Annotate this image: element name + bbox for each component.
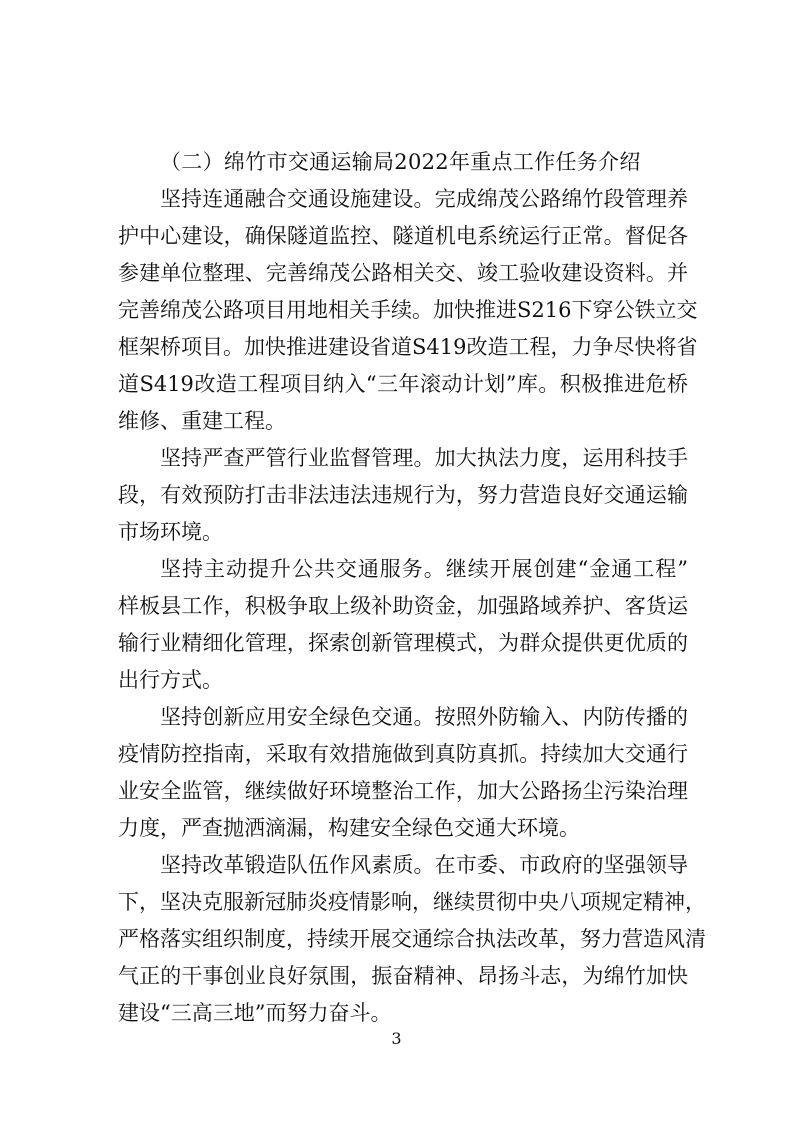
paragraph-line: 维修、重建工程。 [118,409,286,433]
page-number: 3 [391,1029,402,1048]
paragraph-reform-team [118,847,706,1032]
paragraph-line: 完善绵茂公路项目用地相关手续。加快推进S216下穿公铁立交 [118,298,698,322]
paragraph-line: 市场环境。 [118,520,223,544]
paragraph-line: 坚持连通融合交通设施建设。完成绵茂公路绵竹段管理养 [160,187,688,211]
paragraph-line: 出行方式。 [118,668,223,692]
paragraph-line: 样板县工作，积极争取上级补助资金，加强路域养护、客货运 [118,594,688,618]
paragraph-line: 护中心建设，确保隧道监控、隧道机电系统运行正常。督促各 [118,224,688,248]
paragraph-line: 力度，严查抛洒滴漏，构建安全绿色交通大环境。 [118,816,580,840]
paragraph-line: 严格落实组织制度，持续开展交通综合执法改革，努力营造风清 [118,927,706,951]
paragraph-line: 框架桥项目。加快推进建设省道S419改造工程，力争尽快将省 [118,335,698,359]
paragraph-line: 坚持改革锻造队伍作风素质。在市委、市政府的坚强领导 [160,853,688,877]
paragraph-industry-supervision [118,440,688,551]
paragraph-line: 参建单位整理、完善绵茂公路相关交、竣工验收建设资料。并 [118,261,688,285]
paragraph-green-safety [118,699,688,847]
paragraph-line: 下，坚决克服新冠肺炎疫情影响，继续贯彻中央八项规定精神， [118,890,706,914]
paragraph-transport-facilities [118,181,698,440]
paragraph-line: 气正的干事创业良好氛围，振奋精神、昂扬斗志，为绵竹加快 [118,964,688,988]
paragraph-line: 坚持主动提升公共交通服务。继续开展创建“金通工程” [160,557,688,581]
paragraph-line: 业安全监管，继续做好环境整治工作，加大公路扬尘污染治理 [118,779,688,803]
paragraph-line: 段，有效预防打击非法违法违规行为，努力营造良好交通运输 [118,483,688,507]
document-body [118,144,706,1032]
paragraph-line: 坚持创新应用安全绿色交通。按照外防输入、内防传播的 [160,705,688,729]
paragraph-line: 道S419改造工程项目纳入“三年滚动计划”库。积极推进危桥 [118,372,688,396]
section-heading: （二）绵竹市交通运输局2022年重点工作任务介绍 [160,150,641,174]
paragraph-line: 输行业精细化管理，探索创新管理模式，为群众提供更优质的 [118,631,688,655]
paragraph-line: 建设“三高三地”而努力奋斗。 [118,1001,392,1025]
paragraph-public-transport [118,551,688,699]
paragraph-line: 坚持严查严管行业监督管理。加大执法力度，运用科技手 [160,446,688,470]
paragraph-line: 疫情防控指南，采取有效措施做到真防真抓。持续加大交通行 [118,742,688,766]
